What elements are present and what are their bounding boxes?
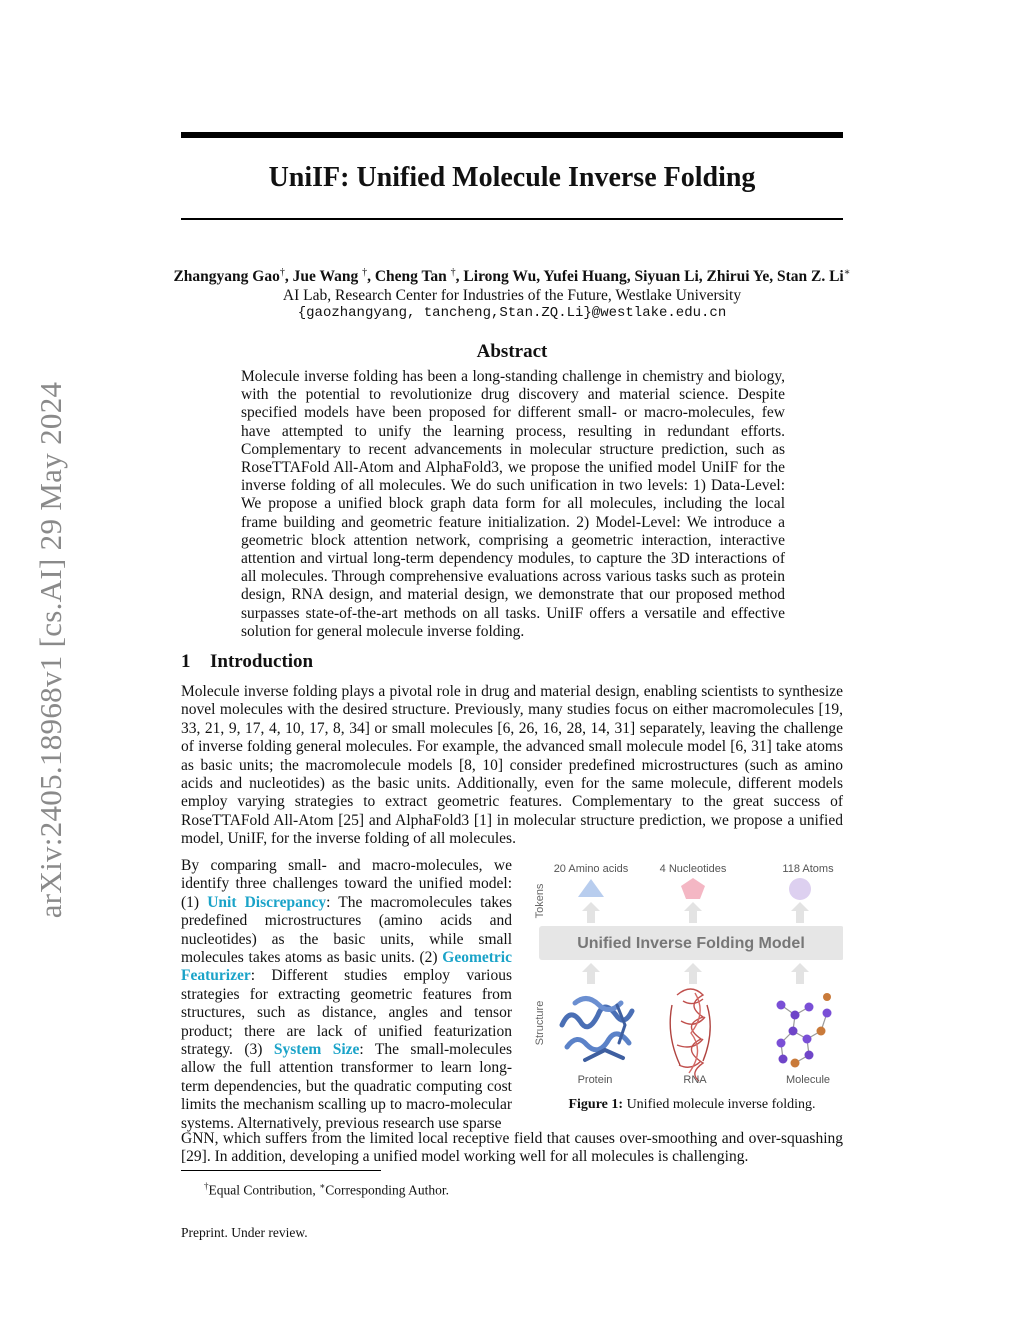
footnote-text: Equal Contribution, [208,1182,320,1198]
structure-label-molecule: Molecule [785,1074,831,1086]
figure-1-graphic [527,855,843,1095]
intro-paragraph-3: GNN, which suffers from the limited local receptive field that causes over-smoothing and over-squashing [29]. In addition, developing a unified model working well for all molecules is challenging. [181,1130,843,1166]
token-label-amino: 20 Amino acids [553,863,629,875]
arrow-up-icon [684,963,702,984]
arrow-up-icon [582,902,600,923]
rna-structure-icon [670,989,710,1081]
intro-paragraph-2 [181,857,512,1133]
figure-1 [527,855,843,1095]
arrow-up-icon [791,902,809,923]
pentagon-token-icon [681,878,705,899]
preprint-note: Preprint. Under review. [181,1225,308,1240]
structure-label-rna: RNA [683,1074,707,1086]
author-mark: ∗ [843,267,851,278]
author-mark: † [450,267,456,278]
footnote-text: Corresponding Author. [325,1182,449,1198]
author-mark: † [279,267,285,278]
intro-paragraph-1: Molecule inverse folding plays a pivotal role in drug and material design, enabling scientists to synthesize novel molecules with the desired structure. Previously, many studies focus on either macromolecules [19, 33, 21, 9, 17, 4, 10, 17, 8, 34] or small molecules [6, 26, 16, 28, 14, 31] separately, leaving the challenge of inverse folding general molecules. For example, the advanced small molecule model [6, 31] take atoms as basic units; the macromolecule models [8, 10] consider predefined microstructures (such as amino acids and nucleotides) as the basic units. Additionally, even for the same molecule, different models employ varying strategies to extract geometric features. Complementary to the great success of RoseTTAFold All-Atom [25] and AlphaFold3 [1] in molecular structure prediction, we propose a unified model, UniIF, for the inverse folding of all molecules. [181,683,843,848]
footnote-rule [181,1170,381,1171]
arrow-up-icon [582,963,600,984]
author-separator: , [455,268,464,286]
title-rule-top [181,132,843,138]
token-label-nucleotide: 4 Nucleotides [659,863,727,875]
author-name: Cheng Tan [374,268,451,286]
protein-structure-icon [562,998,632,1060]
footnote [204,1181,449,1199]
tokens-axis-label: Tokens [534,883,546,919]
section-title: Introduction [210,651,314,672]
author-separator: , [367,268,375,286]
abstract-body: Molecule inverse folding has been a long-standing challenge in chemistry and biology, with the potential to revolutionize drug discovery and material science. Despite specified models have been proposed for different small- or macro-molecules, few have attempted to unify the learning process, resulting in redundant efforts. Complementary to recent advancements in molecular structure prediction, such as RoseTTAFold All-Atom and AlphaFold3, we propose the unified model UniIF for the inverse folding of all molecules. We do such unification in two levels: 1) Data-Level: We propose a unified block graph data form for all molecules, including the local frame building and geometric feature initialization. 2) Model-Level: We introduce a geometric block attention network, comprising a geometric interaction, interactive attention and virtual long-term dependency modules, to capture the 3D interactions of all molecules. Through comprehensive evaluations across various tasks such as protein design, RNA design, and material design, we demonstrate that our proposed method surpasses state-of-the-art methods on all tasks. UniIF offers a versatile and effective solution for general molecule inverse folding. [241,368,785,640]
model-box-label: Unified Inverse Folding Model [577,935,805,952]
arxiv-identifier-text: arXiv:2405.18968v1 [cs.AI] 29 May 2024 [33,381,68,919]
author-separator: , [284,268,293,286]
section-heading [181,651,313,673]
para2-text-a: By comparing small- and macro-molecules, we identify three challenges toward the unified model: (1) [181,857,512,911]
footnote-mark: ∗ [319,1181,326,1191]
abstract-heading: Abstract [476,341,548,362]
footnote-mark: † [204,1181,209,1191]
structure-axis-label: Structure [534,1000,546,1046]
title-rule-bottom [181,218,843,220]
figure-caption [527,1097,857,1113]
geometric-featurizer-link[interactable]: Geometric Featurizer [181,949,512,985]
para2-text-b: : The macromolecules takes predefined microstructures (amino acids and nucleotides) as the basic units, while small molecules takes atoms as basic units. (2) [181,893,513,967]
token-label-atoms: 118 Atoms [782,863,834,875]
section-number: 1 [181,651,191,672]
caption-label: Figure 1: [568,1097,624,1112]
para2-text-c: : Different studies employ various strategies for extracting geometric features from structures, such as distance, angles and tensor product; there are lack of unified featurization strategy. (3) [181,967,512,1059]
author-name: Lirong Wu, Yufei Huang, Siyuan Li, Zhirui Ye, Stan Z. Li [463,268,844,286]
triangle-token-icon [578,879,604,897]
author-mark: † [362,267,368,278]
author-name: Zhangyang Gao [173,268,280,286]
arrow-up-icon [791,963,809,984]
author-email: {gaozhangyang, tancheng,Stan.ZQ.Li}@westlake.edu.cn [297,305,727,321]
paper-title: UniIF: Unified Molecule Inverse Folding [268,162,756,193]
author-name: Jue Wang [292,268,363,286]
affiliation: AI Lab, Research Center for Industries of the Future, Westlake University [282,287,742,304]
molecule-structure-icon [777,993,832,1068]
circle-token-icon [789,878,811,900]
structure-label-protein: Protein [577,1074,613,1086]
author-list [140,267,884,286]
arxiv-identifier [27,355,75,945]
unit-discrepancy-link[interactable]: Unit Discrepancy [207,893,327,911]
system-size-link[interactable]: System Size [273,1041,360,1059]
arrow-up-icon [684,902,702,923]
para2-text-d: : The small-molecules allow the full attention transformer to learn long-term dependencies, but the quadratic computing cost limits the mechanism scalling up to macro-molecular systems. Alternatively, previous research use sparse [181,1041,513,1132]
caption-text: Unified molecule inverse folding. [623,1097,816,1112]
